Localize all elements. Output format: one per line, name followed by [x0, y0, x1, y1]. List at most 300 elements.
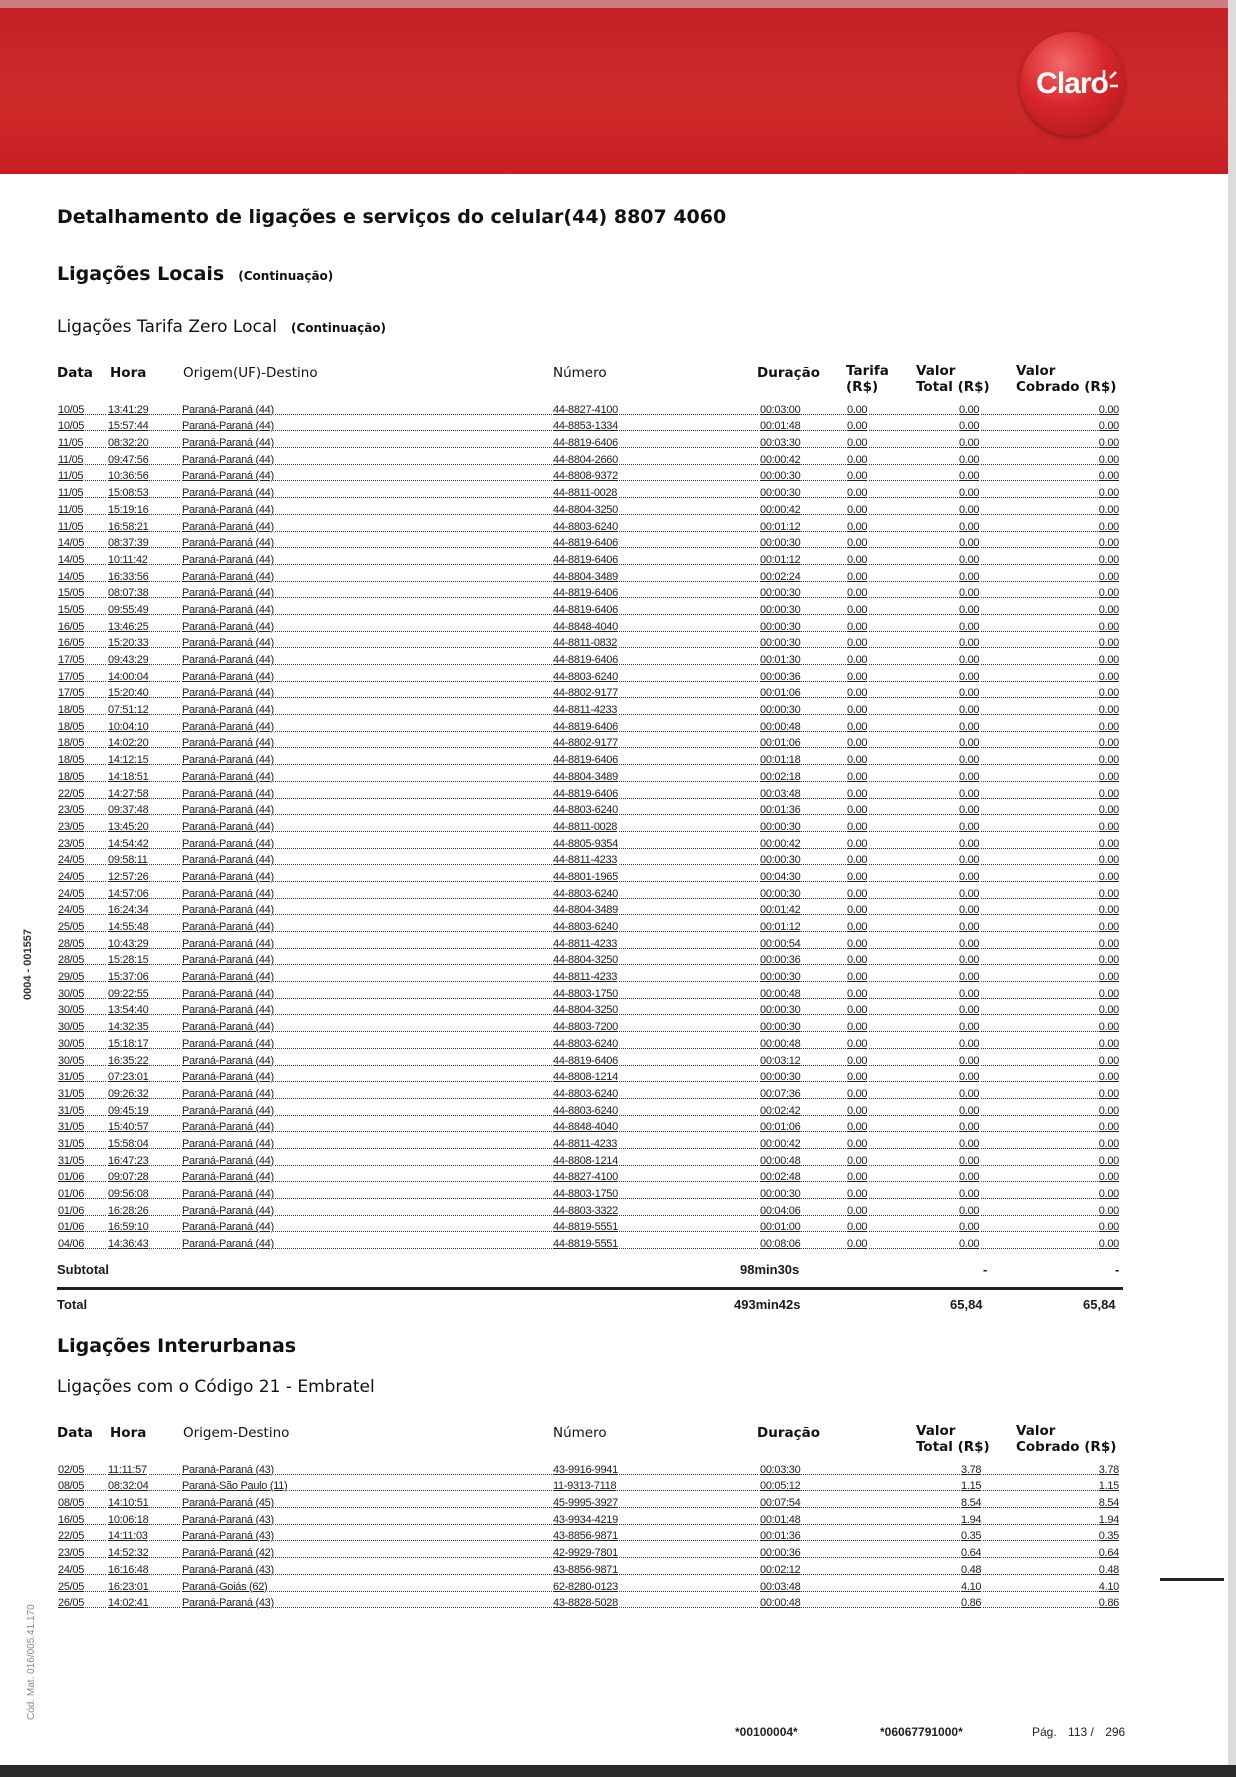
- cell-origem: Paraná-Paraná (44): [182, 603, 274, 616]
- cell-tarifa: 0.00: [847, 737, 868, 750]
- col-tarifa-l2: (R$): [846, 379, 879, 395]
- cell-hora: 16:59:10: [108, 1221, 149, 1234]
- col-valor-total: [916, 363, 990, 395]
- cell-tarifa: 0.00: [847, 1104, 868, 1117]
- cell-valor-cobrado: 0.00: [1098, 1121, 1119, 1134]
- cell-data: 30/05: [58, 987, 85, 1000]
- cell-origem: Paraná-Paraná (44): [182, 1121, 274, 1134]
- cell-hora: 09:26:32: [108, 1087, 149, 1100]
- cell-tarifa: 0.00: [847, 1054, 868, 1067]
- cell-duracao: 00:00:30: [760, 620, 801, 633]
- cell-numero: 44-8811-0832: [553, 637, 618, 650]
- cell-data: 11/05: [58, 437, 84, 450]
- cell-origem: Paraná-Paraná (43): [182, 1597, 274, 1610]
- cell-duracao: 00:03:12: [760, 1054, 801, 1067]
- cell-hora: 15:57:44: [108, 420, 149, 433]
- material-code: Cód. Mat. 016/005.41.170: [26, 1604, 37, 1720]
- cell-valor-total: 0.00: [959, 437, 980, 450]
- cell-data: 11/05: [58, 453, 84, 466]
- cell-valor-cobrado: 0.00: [1098, 570, 1119, 583]
- cell-tarifa: 0.00: [847, 487, 868, 500]
- cell-duracao: 00:00:30: [760, 1021, 801, 1034]
- cell-valor-cobrado: 0.00: [1098, 1221, 1119, 1234]
- cell-data: 16/05: [58, 620, 85, 633]
- cell-numero: 44-8808-1214: [553, 1071, 618, 1084]
- cell-tarifa: 0.00: [847, 437, 868, 450]
- cell-data: 26/05: [58, 1597, 85, 1610]
- claro-logo: [1020, 32, 1124, 136]
- table-row: [57, 802, 1120, 819]
- cell-valor-cobrado: 0.00: [1098, 637, 1119, 650]
- cell-hora: 09:47:56: [108, 453, 149, 466]
- cell-valor-cobrado: 0.00: [1098, 1137, 1119, 1150]
- table-row: [57, 985, 1120, 1002]
- cell-numero: 44-8811-4233: [553, 971, 618, 984]
- cell-data: 22/05: [58, 787, 85, 800]
- cell-valor-total: 0.00: [959, 837, 980, 850]
- cell-hora: 14:57:06: [108, 887, 149, 900]
- cell-duracao: 00:02:48: [760, 1171, 801, 1184]
- cell-valor-total: 0.00: [959, 704, 980, 717]
- cell-tarifa: 0.00: [847, 1037, 868, 1050]
- cell-duracao: 00:00:42: [760, 1137, 801, 1150]
- cell-data: 30/05: [58, 1004, 85, 1017]
- cell-tarifa: 0.00: [847, 654, 868, 666]
- cell-valor-total: 0.00: [959, 787, 980, 800]
- cell-valor-total: 4.10: [961, 1580, 982, 1593]
- cell-numero: 44-8803-6240: [553, 670, 618, 683]
- cell-duracao: 00:00:30: [760, 887, 801, 900]
- cell-numero: 44-8803-6240: [553, 887, 618, 900]
- cell-valor-total: 0.00: [959, 804, 980, 817]
- cell-duracao: 00:07:36: [760, 1087, 801, 1100]
- cell-valor-cobrado: 0.00: [1098, 1087, 1119, 1100]
- page-label: Pág.: [1032, 1725, 1057, 1739]
- cell-data: 31/05: [58, 1121, 85, 1134]
- cell-valor-cobrado: 0.35: [1098, 1530, 1119, 1543]
- cell-numero: 44-8827-4100: [553, 1171, 618, 1184]
- cell-numero: 44-8803-3322: [553, 1204, 618, 1217]
- cell-data: 15/05: [58, 587, 85, 600]
- cell-valor-total: 0.00: [959, 503, 980, 516]
- col-vtotal-l2: Total (R$): [916, 1439, 990, 1455]
- cell-valor-total: 0.00: [959, 1054, 980, 1067]
- cell-tarifa: 0.00: [847, 904, 868, 917]
- scan-edge-bottom: [0, 1765, 1236, 1777]
- cell-data: 18/05: [58, 770, 85, 783]
- page-indicator: [1032, 1725, 1125, 1739]
- cell-tarifa: 0.00: [847, 1121, 868, 1134]
- col-hora: Hora: [110, 1425, 147, 1441]
- cell-valor-total: 0.00: [959, 921, 980, 933]
- cell-data: 04/06: [58, 1238, 85, 1251]
- table-row: [57, 1219, 1120, 1236]
- cell-origem: Paraná-Paraná (44): [182, 1071, 274, 1084]
- footer-code-2: *06067791000*: [880, 1725, 963, 1739]
- cell-data: 17/05: [58, 687, 85, 700]
- col-numero: Número: [553, 365, 607, 381]
- cell-numero: 42-9929-7801: [553, 1547, 618, 1560]
- cell-valor-total: 0.00: [959, 1121, 980, 1134]
- cell-valor-cobrado: 0.00: [1098, 837, 1119, 850]
- cell-hora: 10:43:29: [108, 937, 149, 950]
- cell-data: 11/05: [58, 487, 84, 500]
- cell-valor-total: 0.00: [959, 1037, 980, 1050]
- cell-data: 08/05: [58, 1480, 85, 1493]
- cell-hora: 14:32:35: [108, 1021, 149, 1034]
- cell-data: 25/05: [58, 1580, 85, 1593]
- cell-numero: 44-8804-2660: [553, 453, 618, 466]
- cell-numero: 44-8819-6406: [553, 720, 618, 733]
- cell-valor-cobrado: 0.00: [1098, 870, 1119, 883]
- cell-origem: Paraná-Paraná (44): [182, 820, 274, 833]
- cell-hora: 07:51:12: [108, 704, 149, 717]
- cell-tarifa: 0.00: [847, 420, 868, 433]
- cell-duracao: 00:00:48: [760, 1037, 801, 1050]
- cell-tarifa: 0.00: [847, 637, 868, 650]
- logo-text: Claro: [1036, 67, 1108, 100]
- cell-valor-total: 0.00: [959, 403, 980, 416]
- cell-data: 14/05: [58, 570, 85, 583]
- cell-hora: 16:28:26: [108, 1204, 149, 1217]
- col-vcobrado-l1: Valor: [1016, 363, 1056, 379]
- cell-valor-total: 1.15: [961, 1480, 982, 1493]
- cell-numero: 44-8848-4040: [553, 1121, 618, 1134]
- cell-tarifa: 0.00: [847, 553, 868, 566]
- cell-origem: Paraná-Paraná (44): [182, 570, 274, 583]
- table-row: [57, 668, 1120, 685]
- cell-origem: Paraná-Paraná (44): [182, 503, 274, 516]
- col-vcobrado-l1: Valor: [1016, 1423, 1056, 1439]
- section-title-interurbanas: Ligações Interurbanas: [57, 1335, 297, 1357]
- col-numero: Número: [553, 1425, 607, 1441]
- cell-data: 10/05: [58, 403, 85, 416]
- section-title-locais: [57, 263, 333, 285]
- cell-hora: 08:37:39: [108, 537, 149, 550]
- cell-valor-total: 0.00: [959, 1071, 980, 1084]
- table-row: [57, 1102, 1120, 1119]
- cell-origem: Paraná-Paraná (44): [182, 1238, 274, 1251]
- cell-valor-cobrado: 0.00: [1098, 954, 1119, 967]
- table-row: [57, 551, 1120, 568]
- table-row: [57, 701, 1120, 718]
- cell-valor-cobrado: 0.00: [1098, 437, 1119, 450]
- cell-hora: 07:23:01: [108, 1071, 149, 1084]
- table-row: [57, 1185, 1120, 1202]
- cell-valor-total: 0.00: [959, 553, 980, 566]
- table-row: [57, 1085, 1120, 1102]
- cell-duracao: 00:00:30: [760, 537, 801, 550]
- cell-valor-total: 0.00: [959, 1087, 980, 1100]
- cell-hora: 14:10:51: [108, 1497, 149, 1510]
- cell-valor-cobrado: 0.00: [1098, 603, 1119, 616]
- cell-data: 31/05: [58, 1104, 85, 1117]
- cell-numero: 44-8804-3489: [553, 904, 618, 917]
- cell-duracao: 00:02:12: [760, 1563, 801, 1576]
- cell-origem: Paraná-Paraná (44): [182, 537, 274, 550]
- table-row: [57, 735, 1120, 752]
- cell-data: 31/05: [58, 1071, 85, 1084]
- cell-valor-total: 1.94: [961, 1513, 982, 1526]
- cell-numero: 44-8848-4040: [553, 620, 618, 633]
- cell-origem: Paraná-Goiás (62): [182, 1580, 268, 1593]
- table-row: [57, 968, 1120, 985]
- table-row: [57, 1235, 1120, 1252]
- col-origem: Origem-Destino: [183, 1425, 290, 1441]
- cell-duracao: 00:00:30: [760, 1188, 801, 1200]
- col-tarifa-l1: Tarifa: [846, 363, 889, 379]
- cell-duracao: 00:07:54: [760, 1497, 801, 1510]
- cell-numero: 44-8819-6406: [553, 437, 618, 450]
- cell-data: 14/05: [58, 537, 85, 550]
- cell-valor-total: 0.00: [959, 770, 980, 783]
- cell-numero: 44-8819-6406: [553, 537, 618, 550]
- page-current: 113 /: [1068, 1725, 1094, 1739]
- cell-origem: Paraná-Paraná (44): [182, 1204, 274, 1217]
- table-row: [57, 418, 1120, 435]
- cell-numero: 44-8802-9177: [553, 687, 618, 700]
- cell-hora: 15:37:06: [108, 971, 149, 984]
- cell-valor-cobrado: 0.64: [1098, 1547, 1119, 1560]
- cell-valor-total: 0.00: [959, 654, 980, 666]
- cell-duracao: 00:00:36: [760, 1547, 801, 1560]
- cell-origem: Paraná-Paraná (43): [182, 1563, 274, 1576]
- table-row: [57, 1595, 1120, 1612]
- cell-valor-total: 0.00: [959, 854, 980, 867]
- cell-data: 29/05: [58, 971, 85, 984]
- cell-duracao: 00:00:36: [760, 954, 801, 967]
- cell-numero: 62-8280-0123: [553, 1580, 618, 1593]
- cell-duracao: 00:00:48: [760, 1154, 801, 1167]
- cell-valor-total: 0.00: [959, 470, 980, 483]
- cell-numero: 44-8802-9177: [553, 737, 618, 750]
- cell-hora: 14:02:20: [108, 737, 149, 750]
- cell-origem: Paraná-Paraná (44): [182, 1054, 274, 1067]
- cell-valor-cobrado: 0.00: [1098, 1154, 1119, 1167]
- cell-origem: Paraná-Paraná (44): [182, 654, 274, 666]
- cell-valor-cobrado: 1.94: [1098, 1513, 1119, 1526]
- cell-data: 15/05: [58, 603, 85, 616]
- cell-hora: 15:28:15: [108, 954, 149, 967]
- table-row: [57, 885, 1120, 902]
- cell-hora: 09:43:29: [108, 654, 149, 666]
- cell-tarifa: 0.00: [847, 587, 868, 600]
- cell-origem: Paraná-Paraná (43): [182, 1463, 274, 1476]
- table-row: [57, 718, 1120, 735]
- cell-origem: Paraná-Paraná (44): [182, 687, 274, 700]
- table-row: [57, 1035, 1120, 1052]
- cell-valor-total: 0.35: [961, 1530, 982, 1543]
- footer-code-1: *00100004*: [735, 1725, 798, 1739]
- cell-valor-total: 0.00: [959, 904, 980, 917]
- cell-duracao: 00:01:00: [760, 1221, 801, 1234]
- cell-duracao: 00:00:30: [760, 971, 801, 984]
- cell-duracao: 00:00:30: [760, 704, 801, 717]
- cell-valor-total: 0.00: [959, 870, 980, 883]
- cell-valor-cobrado: 0.00: [1098, 420, 1119, 433]
- cell-valor-total: 0.00: [959, 1204, 980, 1217]
- cell-valor-cobrado: 4.10: [1098, 1580, 1119, 1593]
- cell-valor-total: 0.00: [959, 954, 980, 967]
- cell-origem: Paraná-Paraná (45): [182, 1497, 274, 1510]
- cell-numero: 44-8803-6240: [553, 1037, 618, 1050]
- cell-origem: Paraná-Paraná (44): [182, 487, 274, 500]
- cell-hora: 14:55:48: [108, 921, 149, 933]
- cell-numero: 44-8819-5551: [553, 1238, 618, 1251]
- cell-valor-cobrado: 0.00: [1098, 1104, 1119, 1117]
- cell-numero: 44-8819-6406: [553, 787, 618, 800]
- cell-numero: 44-8853-1334: [553, 420, 618, 433]
- cell-valor-cobrado: 0.00: [1098, 487, 1119, 500]
- table-row: [57, 768, 1120, 785]
- cell-numero: 44-8827-4100: [553, 403, 618, 416]
- cell-tarifa: 0.00: [847, 537, 868, 550]
- cell-duracao: 00:01:12: [760, 553, 801, 566]
- cell-duracao: 00:01:12: [760, 921, 801, 933]
- cell-numero: 44-8808-9372: [553, 470, 618, 483]
- cell-valor-cobrado: 0.86: [1098, 1597, 1119, 1610]
- cell-valor-total: 0.00: [959, 587, 980, 600]
- cell-numero: 44-8803-6240: [553, 921, 618, 933]
- cell-origem: Paraná-Paraná (44): [182, 971, 274, 984]
- total-label: Total: [57, 1297, 88, 1312]
- cell-hora: 13:54:40: [108, 1004, 149, 1017]
- col-data: Data: [57, 1425, 93, 1441]
- cell-valor-cobrado: 0.00: [1098, 1204, 1119, 1217]
- cell-valor-cobrado: 0.00: [1098, 670, 1119, 683]
- cell-valor-cobrado: 0.00: [1098, 453, 1119, 466]
- cell-valor-cobrado: 0.00: [1098, 987, 1119, 1000]
- cell-tarifa: 0.00: [847, 1171, 868, 1184]
- cell-origem: Paraná-Paraná (44): [182, 670, 274, 683]
- cell-valor-cobrado: 0.00: [1098, 403, 1119, 416]
- cell-data: 23/05: [58, 1547, 85, 1560]
- cell-duracao: 00:03:30: [760, 1463, 801, 1476]
- total-duracao: 493min42s: [734, 1297, 801, 1312]
- cell-numero: 44-8804-3250: [553, 1004, 618, 1017]
- cell-hora: 14:52:32: [108, 1547, 149, 1560]
- cell-tarifa: 0.00: [847, 1238, 868, 1251]
- table-row: [57, 852, 1120, 869]
- cell-numero: 44-8804-3489: [553, 570, 618, 583]
- subtotal-duracao: 98min30s: [740, 1262, 800, 1277]
- cell-duracao: 00:00:30: [760, 854, 801, 867]
- table-row: [57, 585, 1120, 602]
- cell-hora: 16:47:23: [108, 1154, 149, 1167]
- cell-valor-total: 0.00: [959, 420, 980, 433]
- cell-valor-total: 0.00: [959, 687, 980, 700]
- cell-duracao: 00:01:48: [760, 1513, 801, 1526]
- table-body-locais: [57, 401, 1120, 1252]
- cell-valor-cobrado: 0.00: [1098, 921, 1119, 933]
- cell-valor-cobrado: 0.00: [1098, 537, 1119, 550]
- cell-origem: Paraná-Paraná (44): [182, 804, 274, 817]
- table-row: [57, 1561, 1120, 1578]
- cell-valor-cobrado: 0.00: [1098, 503, 1119, 516]
- cell-hora: 11:11:57: [108, 1463, 147, 1476]
- cell-origem: Paraná-Paraná (44): [182, 1137, 274, 1150]
- cell-numero: 44-8803-1750: [553, 1188, 618, 1200]
- cell-numero: 44-8803-1750: [553, 987, 618, 1000]
- table-row: [57, 918, 1120, 935]
- table-row: [57, 1052, 1120, 1069]
- cell-duracao: 00:08:06: [760, 1238, 801, 1251]
- table-row: [57, 1152, 1120, 1169]
- cell-tarifa: 0.00: [847, 1154, 868, 1167]
- fold-mark: [1160, 1578, 1224, 1581]
- cell-valor-total: 0.00: [959, 453, 980, 466]
- cell-valor-cobrado: 0.00: [1098, 687, 1119, 700]
- cell-numero: 44-8804-3250: [553, 503, 618, 516]
- cell-tarifa: 0.00: [847, 1221, 868, 1234]
- cell-duracao: 00:00:30: [760, 1004, 801, 1017]
- cell-hora: 08:32:04: [108, 1480, 149, 1493]
- cell-data: 24/05: [58, 1563, 85, 1576]
- total-valor-cobrado: 65,84: [1083, 1297, 1116, 1312]
- cell-hora: 16:23:01: [108, 1580, 149, 1593]
- cell-data: 18/05: [58, 704, 85, 717]
- cell-data: 14/05: [58, 553, 85, 566]
- cell-valor-cobrado: 0.00: [1098, 1071, 1119, 1084]
- cell-tarifa: 0.00: [847, 1188, 868, 1200]
- cell-valor-total: 0.00: [959, 1171, 980, 1184]
- scan-edge-right: [1228, 0, 1236, 1777]
- cell-duracao: 00:01:06: [760, 737, 801, 750]
- cell-valor-total: 0.00: [959, 820, 980, 833]
- cell-origem: Paraná-Paraná (44): [182, 520, 274, 533]
- cell-valor-cobrado: 0.48: [1098, 1563, 1119, 1576]
- cell-numero: 44-8811-0028: [553, 820, 618, 833]
- cell-duracao: 00:00:30: [760, 587, 801, 600]
- cell-tarifa: 0.00: [847, 1137, 868, 1150]
- cell-data: 31/05: [58, 1087, 85, 1100]
- cell-origem: Paraná-São Paulo (11): [182, 1480, 288, 1493]
- cell-tarifa: 0.00: [847, 1004, 868, 1017]
- cell-hora: 09:45:19: [108, 1104, 149, 1117]
- cell-data: 25/05: [58, 921, 85, 933]
- col-hora: Hora: [110, 365, 147, 381]
- cell-origem: Paraná-Paraná (44): [182, 637, 274, 650]
- cell-tarifa: 0.00: [847, 754, 868, 767]
- cell-origem: Paraná-Paraná (44): [182, 1154, 274, 1167]
- table-row: [57, 835, 1120, 852]
- cell-valor-cobrado: 0.00: [1098, 1054, 1119, 1067]
- cell-duracao: 00:01:12: [760, 520, 801, 533]
- cell-valor-total: 0.00: [959, 1221, 980, 1234]
- cell-tarifa: 0.00: [847, 603, 868, 616]
- cell-valor-cobrado: 0.00: [1098, 720, 1119, 733]
- cell-valor-cobrado: 0.00: [1098, 1188, 1119, 1200]
- cell-hora: 09:37:48: [108, 804, 149, 817]
- cell-valor-total: 0.00: [959, 1104, 980, 1117]
- cell-valor-total: 0.00: [959, 720, 980, 733]
- page-title: Detalhamento de ligações e serviços do celular(44) 8807 4060: [57, 206, 727, 228]
- cell-tarifa: 0.00: [847, 570, 868, 583]
- cell-numero: 44-8805-9354: [553, 837, 618, 850]
- cell-origem: Paraná-Paraná (44): [182, 437, 274, 450]
- table-row: [57, 601, 1120, 618]
- cell-duracao: 00:00:30: [760, 487, 801, 500]
- cell-numero: 44-8811-4233: [553, 1137, 618, 1150]
- cell-data: 28/05: [58, 937, 85, 950]
- cell-duracao: 00:00:48: [760, 1597, 801, 1610]
- cell-tarifa: 0.00: [847, 620, 868, 633]
- cell-valor-cobrado: 0.00: [1098, 1037, 1119, 1050]
- cell-duracao: 00:00:30: [760, 820, 801, 833]
- cell-data: 24/05: [58, 854, 85, 867]
- cell-valor-cobrado: 8.54: [1098, 1497, 1119, 1510]
- cell-numero: 43-8828-5028: [553, 1597, 618, 1610]
